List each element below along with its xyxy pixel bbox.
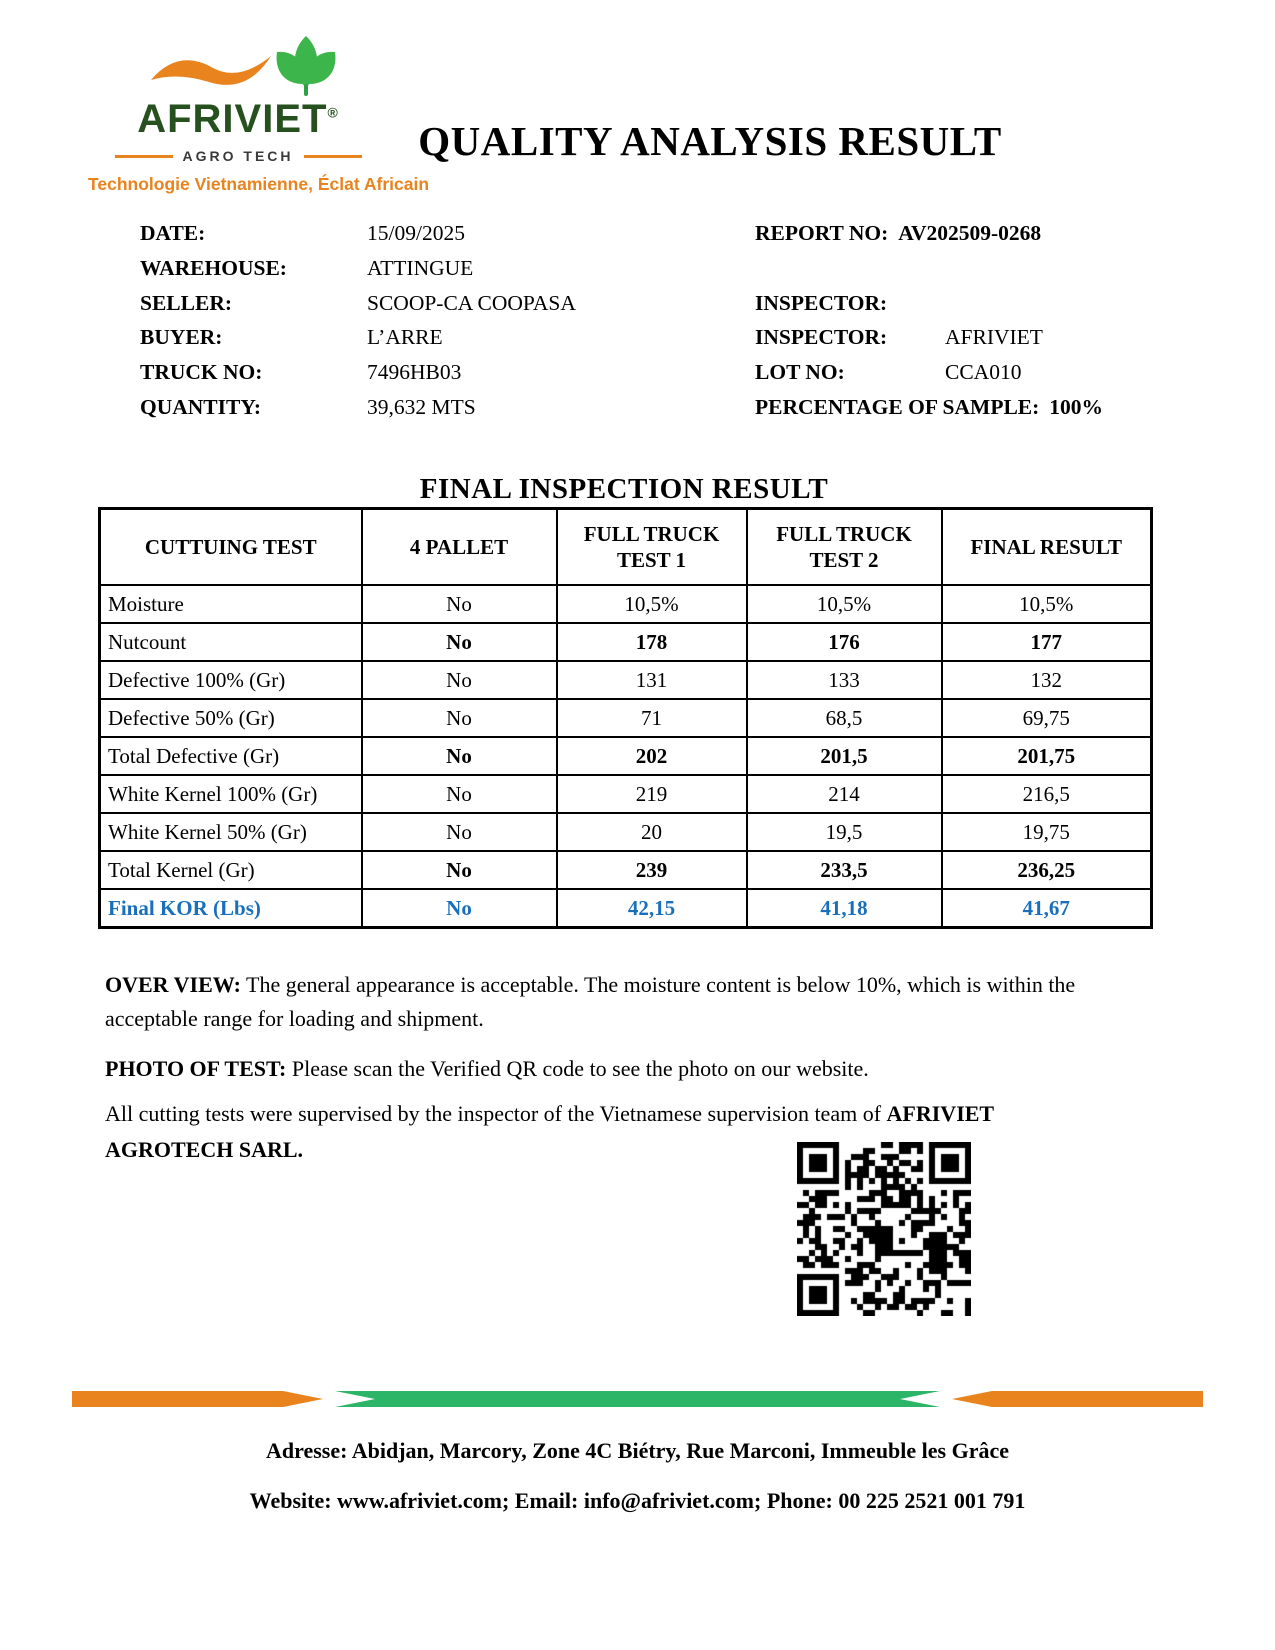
value-cell: 41,67 [942, 889, 1152, 928]
field-label: LOT NO: [755, 360, 845, 385]
photo-label: PHOTO OF TEST: [105, 1056, 287, 1081]
field-label: INSPECTOR: [755, 325, 888, 350]
flag-orange-right-arrow [952, 1391, 1203, 1407]
column-header: FINAL RESULT [942, 509, 1152, 586]
value-cell: 239 [557, 851, 747, 889]
value-cell: 68,5 [747, 699, 942, 737]
field-label: INSPECTOR: [755, 290, 888, 315]
field-value: AV202509-0268 [898, 221, 1042, 245]
sub-brand [88, 148, 388, 164]
column-header: 4 PALLET [362, 509, 557, 586]
test-name-cell: Moisture [100, 585, 362, 623]
inspection-heading: FINAL INSPECTION RESULT [419, 473, 829, 506]
brand-tagline: Technologie Vietnamienne, Éclat Africain [88, 174, 430, 194]
field-value: 7496HB03 [367, 360, 462, 385]
info-row-date [140, 221, 700, 256]
shipment-info-right [755, 221, 1195, 430]
info-row-seller [140, 291, 700, 326]
logo-swoosh-leaf-icon [123, 34, 353, 98]
field-value: AFRIVIET [945, 325, 1043, 350]
supervision-company: AFRIVIET AGROTECH SARL. [105, 1101, 994, 1162]
field-value: L’ARRE [367, 325, 443, 350]
value-cell: 132 [942, 661, 1152, 699]
flag-orange-left-arrow [72, 1391, 323, 1407]
value-cell: 41,18 [747, 889, 942, 928]
test-name-cell: White Kernel 50% (Gr) [100, 813, 362, 851]
table-header-row [100, 509, 1152, 586]
field-label: WAREHOUSE: [140, 255, 287, 280]
company-logo [88, 34, 430, 195]
footer-address: Adresse: Abidjan, Marcory, Zone 4C Biétry, Rue Marconi, Immeuble les Grâce [265, 1438, 1010, 1463]
overview-label: OVER VIEW: [105, 972, 241, 997]
field-label: REPORT NO: [755, 221, 889, 245]
field-label: PERCENTAGE OF SAMPLE: [755, 394, 1040, 419]
info-row-sample-percentage [755, 395, 1195, 430]
photo-text: Please scan the Verified QR code to see the photo on our website. [286, 1056, 869, 1081]
table-row [100, 585, 1152, 623]
brand-name [88, 98, 388, 140]
overview-note [105, 968, 1155, 1036]
value-cell: No [362, 661, 557, 699]
field-label: QUANTITY: [140, 394, 262, 419]
value-cell: 42,15 [557, 889, 747, 928]
test-name-cell: Total Kernel (Gr) [100, 851, 362, 889]
inspection-table [98, 507, 1153, 929]
test-name-cell: Defective 50% (Gr) [100, 699, 362, 737]
column-header: FULL TRUCK TEST 1 [557, 509, 747, 586]
value-cell: No [362, 585, 557, 623]
field-label: SELLER: [140, 290, 233, 315]
value-cell: 236,25 [942, 851, 1152, 889]
field-label: TRUCK NO: [140, 360, 263, 385]
field-value: 100% [1049, 394, 1104, 419]
info-row-inspector-2 [755, 325, 1195, 360]
brand-text: AFRIVIET [137, 97, 328, 141]
test-name-cell: White Kernel 100% (Gr) [100, 775, 362, 813]
test-name-cell: Final KOR (Lbs) [100, 889, 362, 928]
field-value: CCA010 [945, 360, 1022, 385]
table-row [100, 851, 1152, 889]
overview-text: The general appearance is acceptable. The moisture content is below 10%, which is within the acceptable range for loading and shipment. [105, 972, 1076, 1031]
field-value: 15/09/2025 [367, 221, 465, 245]
value-cell: 201,75 [942, 737, 1152, 775]
table-row [100, 623, 1152, 661]
info-row-inspector-1 [755, 291, 1195, 326]
value-cell: No [362, 851, 557, 889]
info-row-lot-no [755, 360, 1195, 395]
value-cell: 201,5 [747, 737, 942, 775]
document-title: QUALITY ANALYSIS RESULT [418, 118, 1002, 165]
table-row [100, 889, 1152, 928]
value-cell: 178 [557, 623, 747, 661]
value-cell: 233,5 [747, 851, 942, 889]
value-cell: 216,5 [942, 775, 1152, 813]
table-row [100, 737, 1152, 775]
test-name-cell: Nutcount [100, 623, 362, 661]
field-label: BUYER: [140, 325, 223, 350]
field-value: SCOOP-CA COOPASA [367, 290, 576, 315]
field-value: 39,632 MTS [367, 394, 476, 419]
field-label: DATE: [140, 221, 206, 245]
flag-divider-bar [66, 1391, 1209, 1407]
info-row-buyer [140, 325, 700, 360]
value-cell: 19,5 [747, 813, 942, 851]
footer-contact: Website: www.afriviet.com; Email: info@afriviet.com; Phone: 00 225 2521 001 791 [249, 1488, 1026, 1513]
value-cell: No [362, 889, 557, 928]
column-header: FULL TRUCK TEST 2 [747, 509, 942, 586]
value-cell: 69,75 [942, 699, 1152, 737]
field-value: ATTINGUE [367, 255, 474, 280]
value-cell: 10,5% [557, 585, 747, 623]
value-cell: No [362, 699, 557, 737]
column-header: CUTTUING TEST [100, 509, 362, 586]
value-cell: 177 [942, 623, 1152, 661]
value-cell: No [362, 813, 557, 851]
left-rule [115, 155, 173, 158]
value-cell: 71 [557, 699, 747, 737]
value-cell: 202 [557, 737, 747, 775]
value-cell: 10,5% [747, 585, 942, 623]
value-cell: 214 [747, 775, 942, 813]
swoosh-shape [151, 56, 271, 85]
value-cell: No [362, 623, 557, 661]
photo-note [105, 1052, 1155, 1086]
info-row-blank [755, 256, 1195, 291]
table-row [100, 699, 1152, 737]
inspection-table-body [100, 585, 1152, 928]
sub-brand-text: AGRO TECH [182, 148, 294, 164]
supervision-text: All cutting tests were supervised by the inspector of the Vietnamese supervision team of [105, 1101, 887, 1126]
info-row-report-no [755, 221, 1195, 256]
flag-green-segment [335, 1391, 940, 1407]
value-cell: 10,5% [942, 585, 1152, 623]
value-cell: No [362, 775, 557, 813]
test-name-cell: Defective 100% (Gr) [100, 661, 362, 699]
test-name-cell: Total Defective (Gr) [100, 737, 362, 775]
leaf-shape [277, 36, 336, 96]
info-row-warehouse [140, 256, 700, 291]
registered-mark: ® [327, 104, 339, 121]
table-row [100, 661, 1152, 699]
value-cell: 133 [747, 661, 942, 699]
shipment-info-left [140, 221, 700, 430]
value-cell: 219 [557, 775, 747, 813]
value-cell: 20 [557, 813, 747, 851]
value-cell: 131 [557, 661, 747, 699]
qr-code [797, 1142, 971, 1316]
value-cell: 19,75 [942, 813, 1152, 851]
table-row [100, 775, 1152, 813]
right-rule [304, 155, 362, 158]
info-row-quantity [140, 395, 700, 430]
info-row-truck-no [140, 360, 700, 395]
value-cell: No [362, 737, 557, 775]
value-cell: 176 [747, 623, 942, 661]
table-row [100, 813, 1152, 851]
